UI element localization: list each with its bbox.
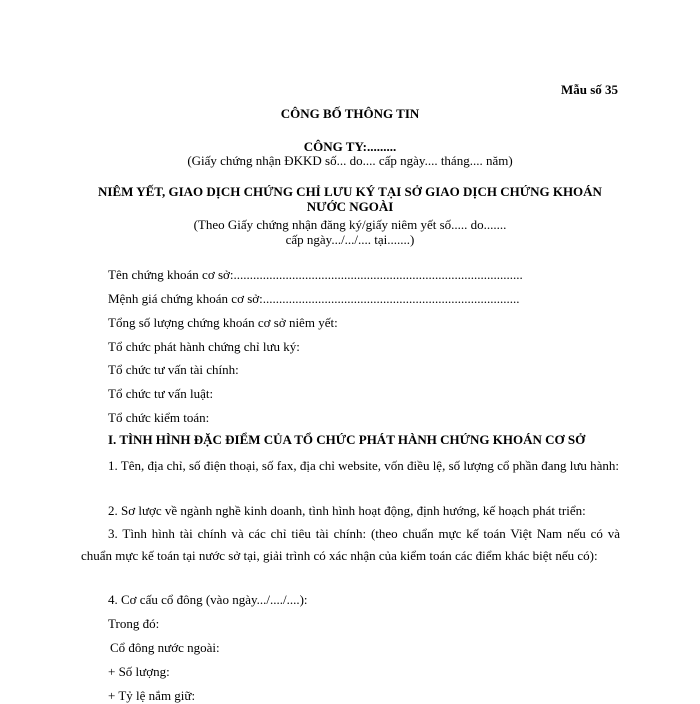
field-depository-issuer: Tổ chức phát hành chứng chỉ lưu ký: <box>108 339 300 354</box>
item-4: 4. Cơ cấu cổ đông (vào ngày.../..../....): <box>108 592 308 607</box>
item-3 <box>81 523 620 566</box>
section-1-title: I. TÌNH HÌNH ĐẶC ĐIỂM CỦA TỔ CHỨC PHÁT HÀNH CHỨNG KHOÁN CƠ SỞ <box>108 432 586 447</box>
form-number: Mẫu số 35 <box>560 82 618 97</box>
item-3-text: 3. Tình hình tài chính và các chỉ tiêu tài chính: (theo chuẩn mực kế toán Việt Nam nếu có và chuẩn mực kế toán tại nước sở tại, giải trình có xác nhận của kiểm toán các điểm khác biệt nếu có): <box>81 526 620 563</box>
registration-line1: (Theo Giấy chứng nhận đăng ký/giấy niêm yết số..... do....... <box>193 217 507 232</box>
in-which-label: Trong đó: <box>108 616 160 631</box>
registration-line2: cấp ngày.../.../.... tại.......) <box>285 232 415 247</box>
field-legal-advisor: Tổ chức tư vấn luật: <box>108 386 214 401</box>
page-title: CÔNG BỐ THÔNG TIN <box>280 106 420 121</box>
listing-heading-line1: NIÊM YẾT, GIAO DỊCH CHỨNG CHỈ LƯU KÝ TẠI SỞ GIAO DỊCH CHỨNG KHOÁN <box>98 184 602 199</box>
item-1 <box>81 455 620 477</box>
field-financial-advisor: Tổ chức tư vấn tài chính: <box>108 362 239 377</box>
field-total-listed-quantity: Tổng số lượng chứng khoán cơ sở niêm yết: <box>108 315 338 330</box>
field-par-value: Mệnh giá chứng khoán cơ sở:............................................................................... <box>108 291 520 306</box>
quantity-label: + Số lượng: <box>108 664 170 679</box>
field-auditor: Tổ chức kiểm toán: <box>108 410 210 425</box>
ownership-ratio-label: + Tỷ lệ nắm giữ: <box>108 688 196 703</box>
listing-heading-line2: NƯỚC NGOÀI <box>306 199 394 214</box>
item-1-text: 1. Tên, địa chỉ, số điện thoại, số fax, địa chỉ website, vốn điều lệ, số lượng cổ phần đang lưu hành: <box>108 458 620 473</box>
company-certificate: (Giấy chứng nhận ĐKKD số... do.... cấp ngày.... tháng.... năm) <box>187 153 513 168</box>
field-underlying-security-name: Tên chứng khoán cơ sở:......................................................................................... <box>108 267 523 282</box>
foreign-shareholders-label: Cổ đông nước ngoài: <box>110 640 220 655</box>
item-2 <box>81 500 620 522</box>
company-name: CÔNG TY:......... <box>303 139 397 154</box>
item-2-text: 2. Sơ lược về ngành nghề kinh doanh, tình hình hoạt động, định hướng, kế hoạch phát triển: <box>108 503 586 518</box>
